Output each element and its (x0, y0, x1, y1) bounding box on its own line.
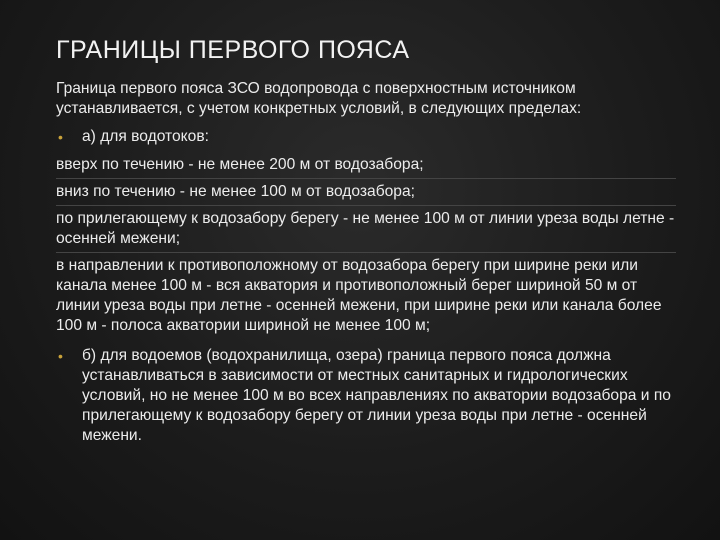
list-item-downstream: вниз по течению - не менее 100 м от водозабора; (56, 183, 415, 200)
divider (56, 178, 676, 179)
bullet-watercourses-text: а) для водотоков: (82, 128, 209, 145)
list-item-upstream: вверх по течению - не менее 200 м от водозабора; (56, 156, 424, 173)
bullet-icon: • (58, 129, 63, 145)
list-item-adjacent-bank: по прилегающему к водозабору берегу - не менее 100 м от линии уреза воды летне - осенней межени; (56, 210, 675, 247)
divider (56, 205, 676, 206)
list-item-opposite-bank: в направлении к противоположному от водозабора берегу при ширине реки или канала менее 100 м - вся акватория и противоположный берег шириной 50 м от линии уреза воды при летне - осенней межени, при ширине реки или канала более 100 м - полоса акватории шириной не менее 100 м; (56, 257, 662, 334)
slide-title: ГРАНИЦЫ ПЕРВОГО ПОЯСА (56, 36, 410, 64)
divider (56, 252, 676, 253)
bullet-icon: • (58, 348, 63, 364)
slide-body (56, 79, 676, 454)
bullet-watercourses (56, 127, 676, 147)
bullet-reservoirs (56, 346, 676, 446)
intro-paragraph: Граница первого пояса ЗСО водопровода с поверхностным источником устанавливается, с учетом конкретных условий, в следующих пределах: (56, 80, 582, 117)
bullet-reservoirs-text: б) для водоемов (водохранилища, озера) граница первого пояса должна устанавливаться в зависимости от местных санитарных и гидрологических условий, но не менее 100 м во всех направлениях по акватории водозабора и по прилегающему к водозабору берегу от линии уреза воды при летне - осенней межени. (82, 347, 671, 444)
